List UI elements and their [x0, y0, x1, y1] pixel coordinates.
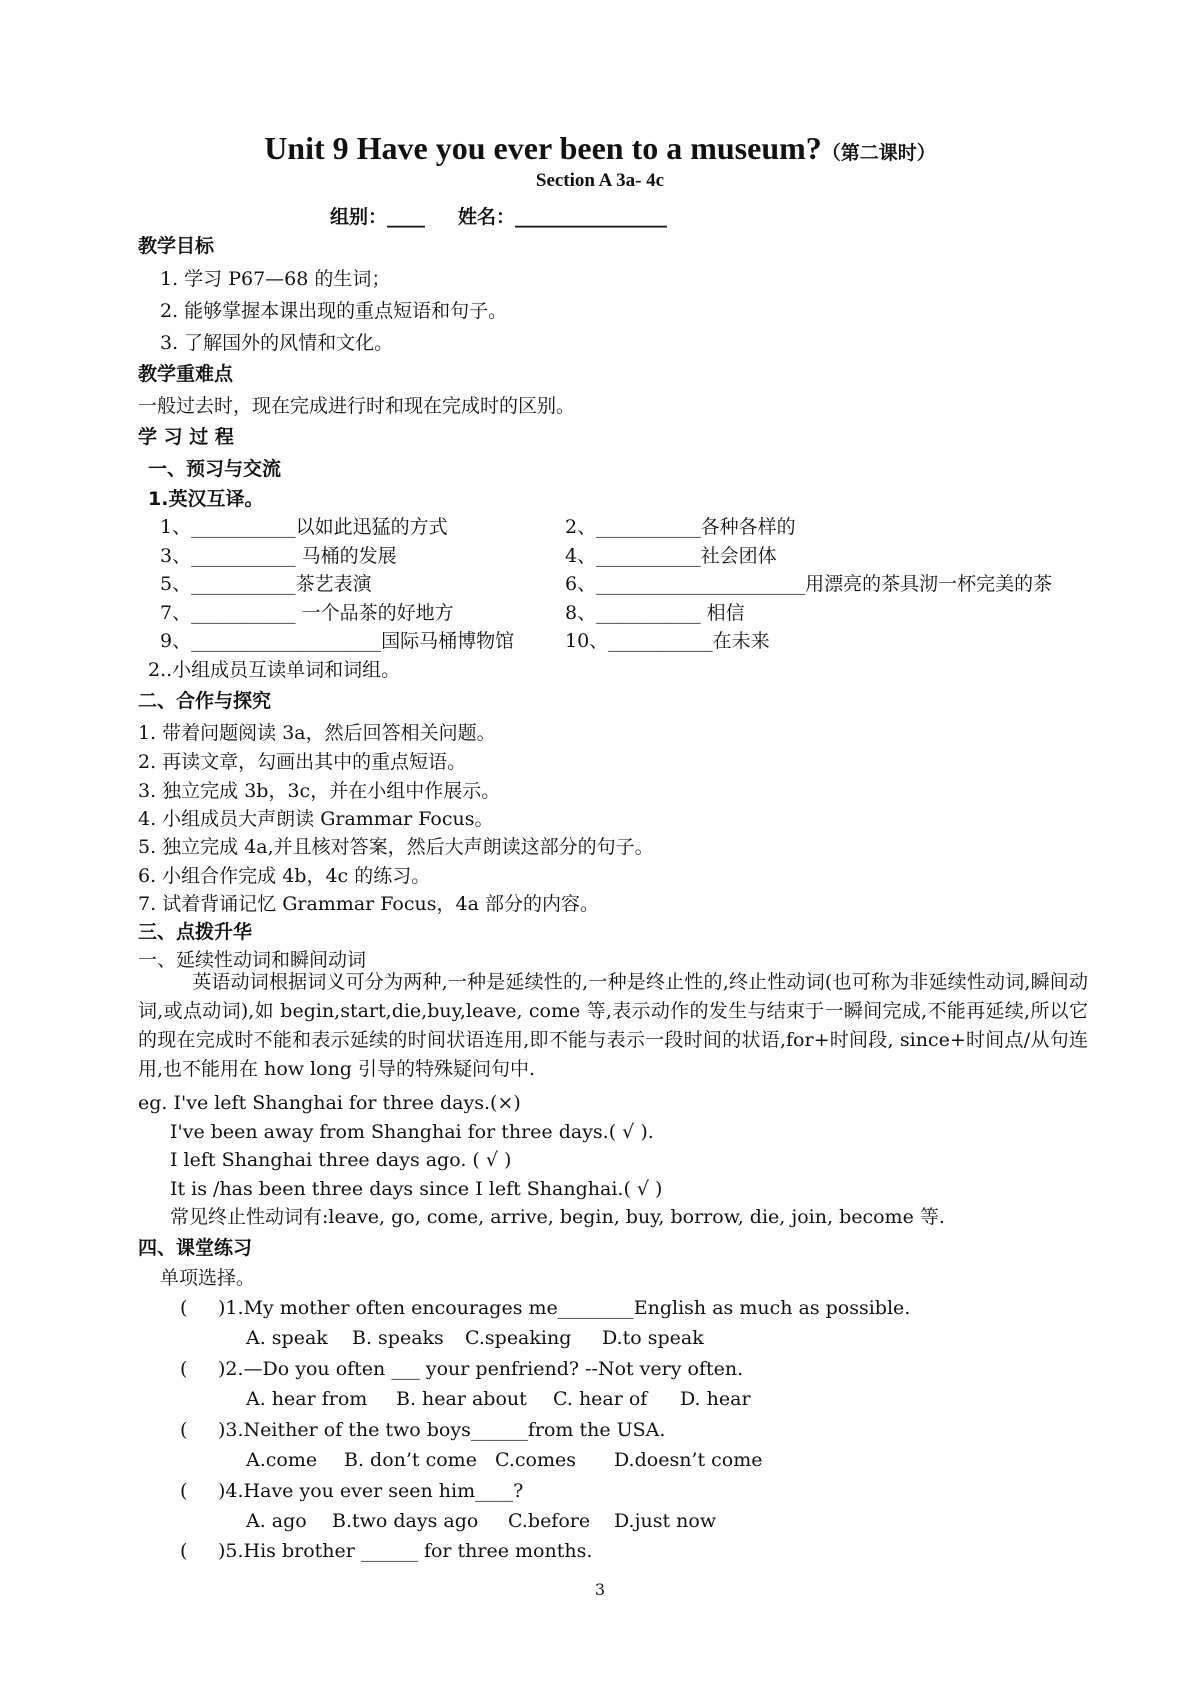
- translation-item: 7、___________ 一个品茶的好地方: [160, 602, 454, 624]
- task-item: 3. 独立完成 3b，3c，并在小组中作展示。: [138, 780, 501, 802]
- section1-heading: 一、预习与交流: [148, 458, 282, 480]
- task-item: 6. 小组合作完成 4b，4c 的练习。: [138, 865, 431, 887]
- question-bracket: (: [180, 1419, 188, 1441]
- title-suffix: （第二课时）: [821, 142, 936, 164]
- process-heading: 学 习 过 程: [138, 426, 234, 448]
- example-line: eg. I've left Shanghai for three days.(×): [138, 1092, 521, 1114]
- key-points-text: 一般过去时，现在完成进行时和现在完成时的区别。: [138, 395, 576, 417]
- example-line: It is /has been three days since I left Shanghai.( √ ): [170, 1178, 663, 1200]
- grammar-paragraph: [138, 968, 1088, 1084]
- section4-heading: 四、课堂练习: [138, 1237, 253, 1259]
- section2-heading: 二、合作与探究: [138, 690, 272, 712]
- translation-item: 5、___________茶艺表演: [160, 573, 372, 595]
- question-stem: )1.My mother often encourages me________English as much as possible.: [218, 1297, 911, 1319]
- section1-sub2: 2..小组成员互读单词和词组。: [148, 659, 401, 681]
- translation-item: 2、___________各种各样的: [565, 516, 796, 538]
- translation-item: 9、____________________国际马桶博物馆: [160, 630, 515, 652]
- page-number: 3: [594, 1580, 606, 1599]
- page-title: [0, 128, 1200, 173]
- task-item: 7. 试着背诵记忆 Grammar Focus，4a 部分的内容。: [138, 893, 599, 915]
- question-bracket: (: [180, 1540, 188, 1562]
- option: A. speak: [246, 1327, 328, 1349]
- section4-sub: 单项选择。: [160, 1267, 256, 1289]
- translation-item: 6、______________________用漂亮的茶具沏一杯完美的茶: [565, 573, 1053, 595]
- option: B.two days ago: [332, 1510, 479, 1532]
- objective-item: 3. 了解国外的风情和文化。: [160, 332, 394, 354]
- page-subtitle: Section A 3a- 4c: [535, 170, 665, 191]
- translation-item: 10、___________在未来: [565, 630, 770, 652]
- question-stem: )4.Have you ever seen him____?: [218, 1480, 524, 1502]
- option: B. don’t come: [344, 1449, 477, 1471]
- section3-heading: 三、点拨升华: [138, 921, 253, 943]
- task-item: 2. 再读文章，勾画出其中的重点短语。: [138, 751, 467, 773]
- translation-item: 8、___________ 相信: [565, 602, 745, 624]
- name-label: 姓名：________________: [458, 206, 668, 228]
- task-item: 1. 带着问题阅读 3a，然后回答相关问题。: [138, 722, 496, 744]
- question-stem: )3.Neither of the two boys______from the USA.: [218, 1419, 666, 1441]
- translation-item: 1、___________以如此迅猛的方式: [160, 516, 448, 538]
- grammar-paragraph-text: 英语动词根据词义可分为两种,一种是延续性的,一种是终止性的,终止性动词(也可称为非延续性动词,瞬间动词,或点动词),如 begin,start,die,buy,leave, come 等,表示动作的发生与结束于一瞬间完成,不能再延续,所以它的现在完成时不能和表示延续的时间状语连用,即不能与表示一段时间的状语,for+时间段, since+时间点/从句连用,也不能用在 how long 引导的特殊疑问句中.: [138, 971, 1088, 1080]
- example-line: I've been away from Shanghai for three days.( √ ).: [170, 1121, 654, 1143]
- question-bracket: (: [180, 1358, 188, 1380]
- option: C.before: [508, 1510, 591, 1532]
- option: D.just now: [614, 1510, 717, 1532]
- option: A. hear from: [246, 1388, 368, 1410]
- option: C.speaking: [465, 1327, 572, 1349]
- title-main: Unit 9 Have you ever been to a museum?: [264, 130, 822, 166]
- example-line: 常见终止性动词有:leave, go, come, arrive, begin, buy, borrow, die, join, become 等.: [170, 1206, 945, 1228]
- question-stem: )5.His brother ______ for three months.: [218, 1540, 593, 1562]
- task-item: 4. 小组成员大声朗读 Grammar Focus。: [138, 808, 494, 830]
- objective-item: 1. 学习 P67—68 的生词；: [160, 268, 391, 290]
- option: B. hear about: [396, 1388, 527, 1410]
- option: A. ago: [246, 1510, 307, 1532]
- translation-item: 3、___________ 马桶的发展: [160, 545, 397, 567]
- option: D.doesn’t come: [614, 1449, 763, 1471]
- question-bracket: (: [180, 1480, 188, 1502]
- option: D. hear: [680, 1388, 751, 1410]
- translation-item: 4、___________社会团体: [565, 545, 777, 567]
- objectives-heading: 教学目标: [138, 235, 215, 257]
- task-item: 5. 独立完成 4a,并且核对答案，然后大声朗读这部分的句子。: [138, 836, 654, 858]
- example-line: I left Shanghai three days ago. ( √ ): [170, 1149, 512, 1171]
- section3-sub: 一、延续性动词和瞬间动词: [138, 949, 367, 971]
- option: A.come: [246, 1449, 318, 1471]
- option: D.to speak: [602, 1327, 704, 1349]
- question-bracket: (: [180, 1297, 188, 1319]
- option: B. speaks: [352, 1327, 444, 1349]
- group-label: 组别：____: [330, 206, 426, 228]
- option: C.comes: [495, 1449, 576, 1471]
- question-stem: )2.—Do you often ___ your penfriend? --Not very often.: [218, 1358, 744, 1380]
- objective-item: 2. 能够掌握本课出现的重点短语和句子。: [160, 300, 508, 322]
- option: C. hear of: [553, 1388, 648, 1410]
- section1-sub1: 1.英汉互译。: [148, 488, 264, 510]
- key-points-heading: 教学重难点: [138, 363, 234, 385]
